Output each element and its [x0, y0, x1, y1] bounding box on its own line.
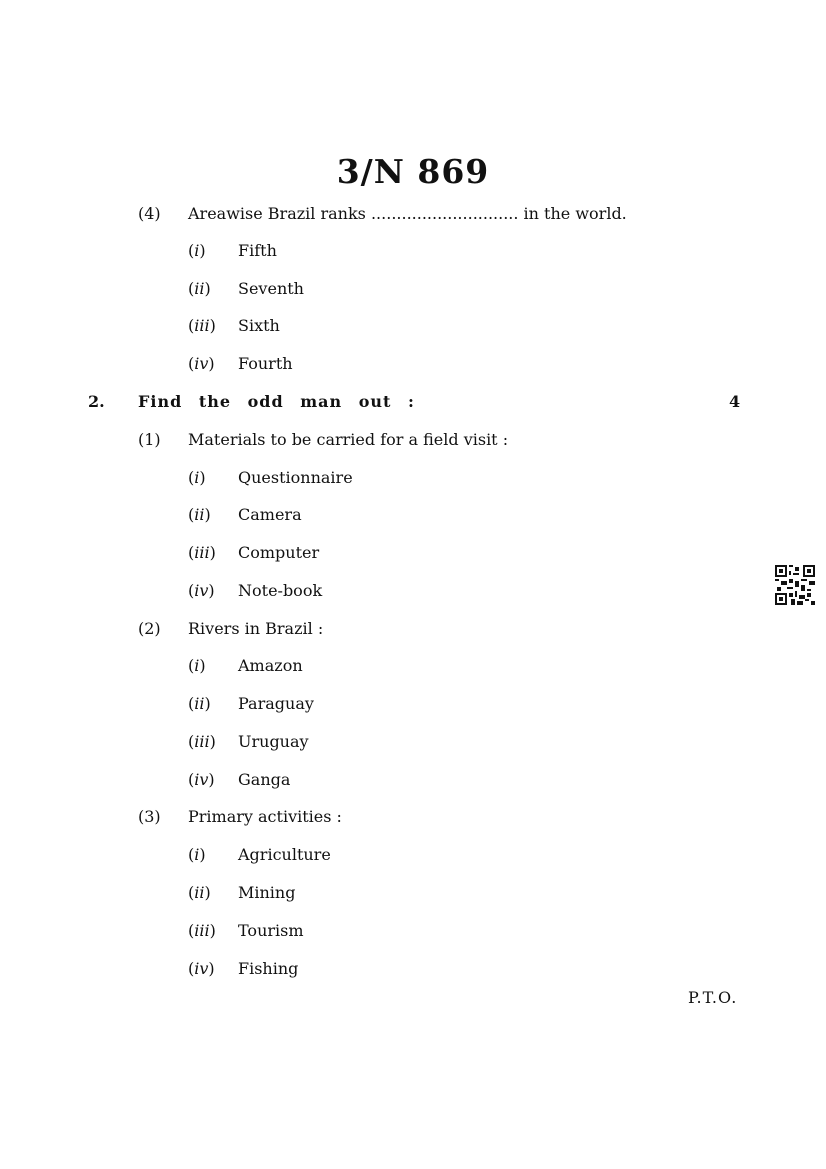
option-text: Paraguay: [238, 694, 314, 713]
option-text: Sixth: [238, 316, 280, 335]
section-heading: Find the odd man out :: [138, 392, 415, 411]
question-number: (3): [138, 807, 161, 826]
option-text: Fishing: [238, 959, 299, 978]
option-number: (i): [188, 468, 206, 487]
question-number: (1): [138, 430, 161, 449]
option-number: (iii): [188, 316, 216, 335]
option-number: (iii): [188, 732, 216, 751]
option-number: (ii): [188, 505, 211, 524]
option-number: (ii): [188, 279, 211, 298]
option-number: (ii): [188, 883, 211, 902]
option-text: Computer: [238, 543, 320, 562]
option-number: (i): [188, 656, 206, 675]
qr-code-icon: [775, 565, 815, 605]
question-text: Rivers in Brazil :: [188, 619, 324, 638]
option-text: Tourism: [238, 921, 304, 940]
option-text: Uruguay: [238, 732, 309, 751]
question-text: Primary activities :: [188, 807, 342, 826]
question-text: Areawise Brazil ranks ............................. in the world.: [188, 204, 627, 223]
option-number: (iii): [188, 921, 216, 940]
option-text: Amazon: [238, 656, 303, 675]
option-text: Seventh: [238, 279, 304, 298]
pto-label: P.T.O.: [688, 988, 738, 1007]
option-number: (i): [188, 845, 206, 864]
option-text: Ganga: [238, 770, 291, 789]
question-number: (4): [138, 204, 161, 223]
section-marks: 4: [729, 392, 741, 411]
option-number: (ii): [188, 694, 211, 713]
option-number: (iii): [188, 543, 216, 562]
option-text: Fourth: [238, 354, 293, 373]
option-text: Questionnaire: [238, 468, 353, 487]
option-number: (iv): [188, 959, 215, 978]
section-number: 2.: [88, 392, 105, 411]
option-number: (iv): [188, 770, 215, 789]
option-text: Note-book: [238, 581, 323, 600]
question-text: Materials to be carried for a field visit :: [188, 430, 509, 449]
option-number: (iv): [188, 354, 215, 373]
option-text: Fifth: [238, 241, 277, 260]
option-text: Mining: [238, 883, 296, 902]
option-number: (i): [188, 241, 206, 260]
option-text: Agriculture: [238, 845, 331, 864]
question-number: (2): [138, 619, 161, 638]
paper-code: 3/N 869: [336, 152, 490, 191]
option-number: (iv): [188, 581, 215, 600]
option-text: Camera: [238, 505, 302, 524]
